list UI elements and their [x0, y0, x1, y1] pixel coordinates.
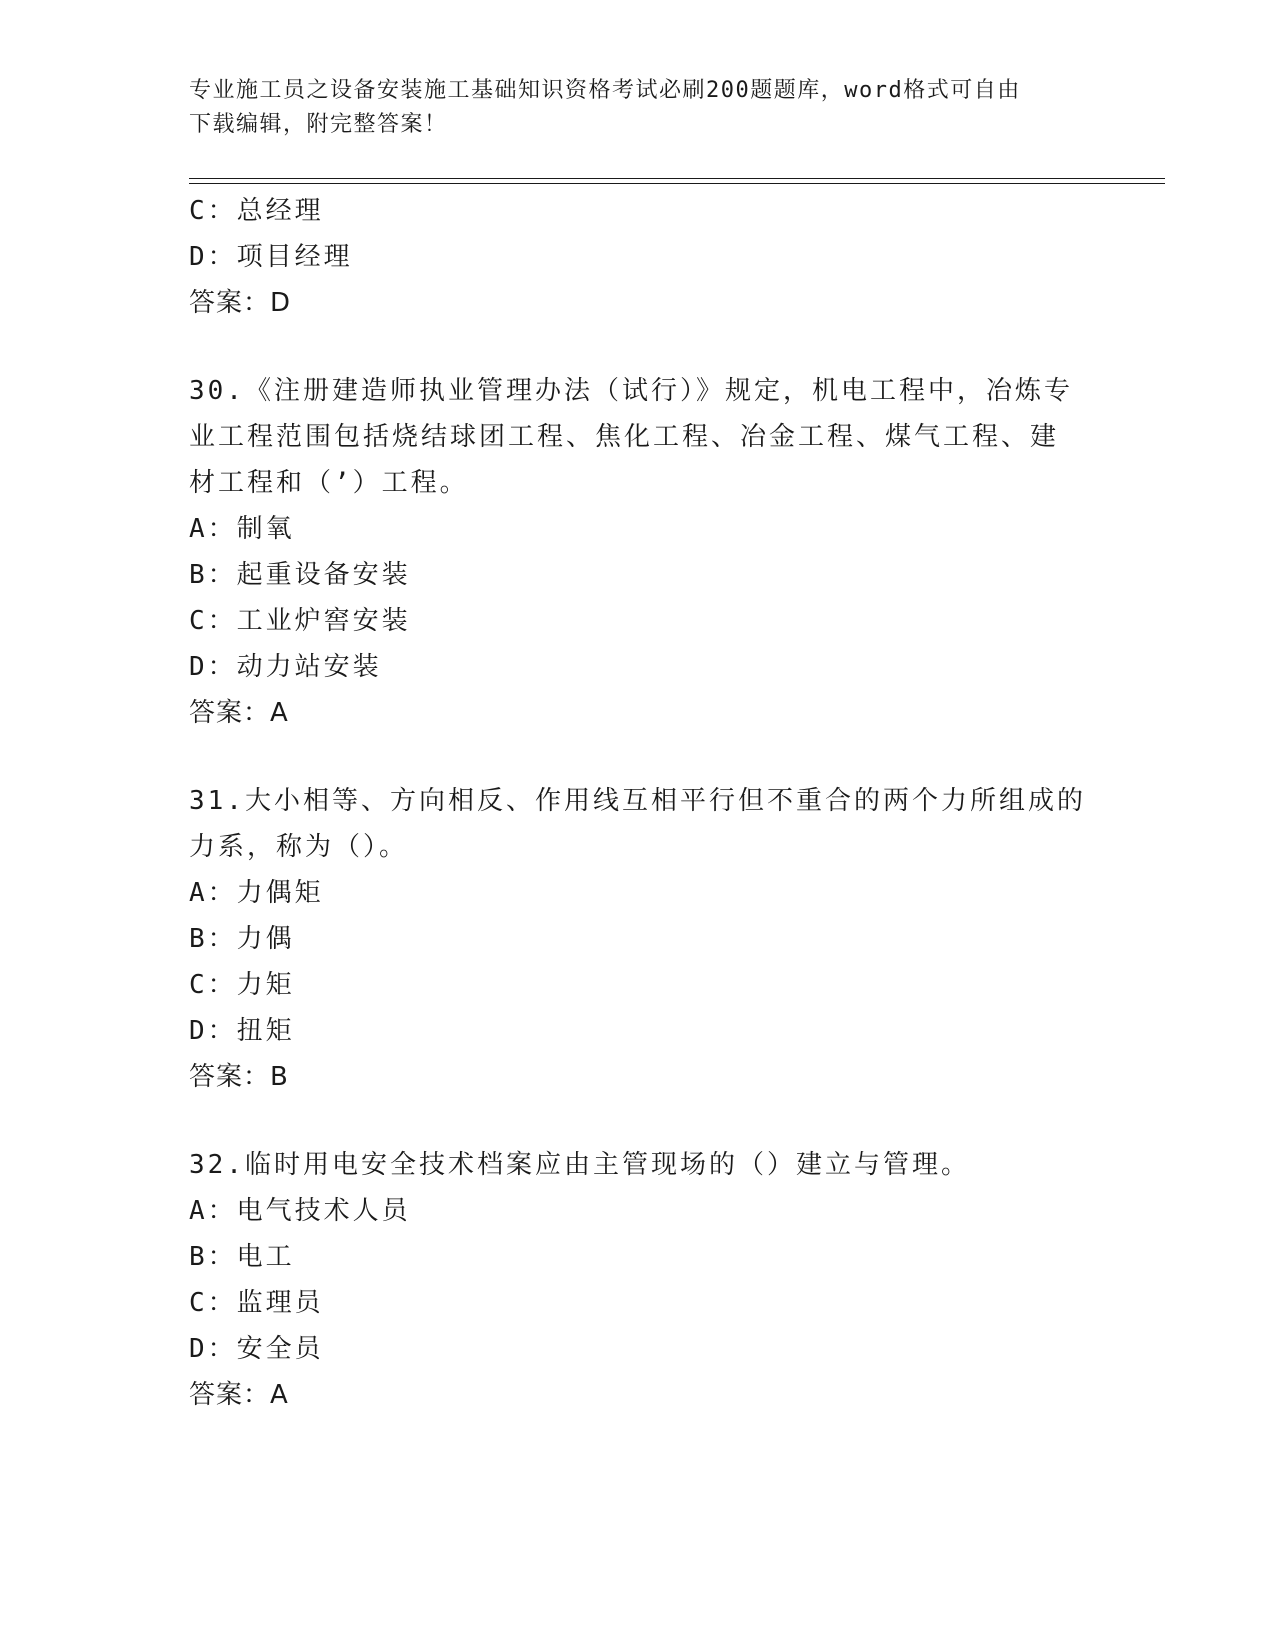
- answer: 答案：A: [189, 1380, 289, 1410]
- header-line-2: 下载编辑，附完整答案！: [189, 112, 448, 137]
- question-line: 材工程和（’）工程。: [189, 468, 469, 498]
- question-line: 30.《注册建造师执业管理办法（试行）》规定，机电工程中，冶炼专: [189, 376, 1073, 406]
- option-b: B：起重设备安装: [189, 560, 411, 590]
- option-c: C：总经理: [189, 196, 324, 226]
- option-a: A：制氧: [189, 514, 295, 544]
- option-b: B：电工: [189, 1242, 295, 1272]
- option-a: A：力偶矩: [189, 878, 324, 908]
- option-d: D：安全员: [189, 1334, 324, 1364]
- header-divider: [189, 178, 1165, 184]
- question-line: 32.临时用电安全技术档案应由主管现场的（）建立与管理。: [189, 1150, 970, 1180]
- option-b: B：力偶: [189, 924, 295, 954]
- option-c: C：力矩: [189, 970, 295, 1000]
- option-a: A：电气技术人员: [189, 1196, 411, 1226]
- option-d: D：动力站安装: [189, 652, 382, 682]
- option-d: D：项目经理: [189, 242, 353, 272]
- answer: 答案：D: [189, 288, 292, 318]
- question-line: 业工程范围包括烧结球团工程、焦化工程、冶金工程、煤气工程、建: [189, 422, 1060, 452]
- header-line-1: 专业施工员之设备安装施工基础知识资格考试必刷200题题库，word格式可自由: [189, 78, 1021, 103]
- question-text: [189, 778, 1089, 870]
- question-30: [189, 368, 1089, 736]
- answer: 答案：A: [189, 698, 289, 728]
- question-text: [189, 1142, 1089, 1188]
- question-29-tail: [189, 188, 1089, 326]
- question-line: 力系，称为（）。: [189, 832, 409, 862]
- page-header: [189, 74, 1089, 142]
- question-31: [189, 778, 1089, 1100]
- question-list: [189, 188, 1089, 1418]
- option-c: C：工业炉窖安装: [189, 606, 411, 636]
- question-text: [189, 368, 1089, 506]
- question-32: [189, 1142, 1089, 1418]
- option-d: D：扭矩: [189, 1016, 295, 1046]
- answer: 答案：B: [189, 1062, 289, 1092]
- question-line: 31.大小相等、方向相反、作用线互相平行但不重合的两个力所组成的: [189, 786, 1086, 816]
- option-c: C：监理员: [189, 1288, 324, 1318]
